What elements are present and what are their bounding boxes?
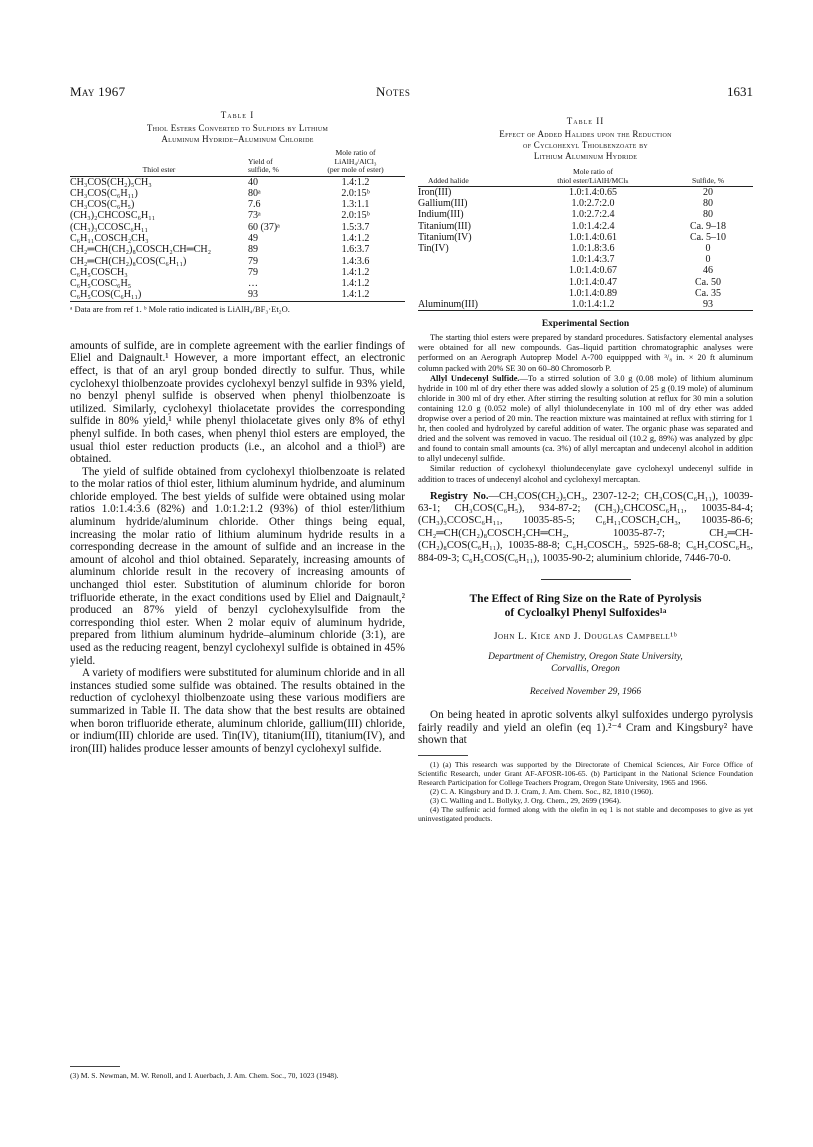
table2-row xyxy=(418,288,753,299)
article-footnote-4: (4) The sulfenic acid formed along with the olefin in eq 1 is not stable and decomposes to give as yet uninvestigated products. xyxy=(418,804,753,823)
table2-cell-halide: Titanium(III) xyxy=(418,220,471,232)
table2-cell-ratio: 1.0:1.4:0.61 xyxy=(568,231,618,243)
table2-cell-halide: Gallium(III) xyxy=(418,198,468,210)
table2-title-line1: Effect of Added Halides upon the Reduction xyxy=(499,129,672,139)
table2-cell-ratio: 1.0:2.7:2.0 xyxy=(571,198,615,210)
table2-header-sulfide: Sulfide, % xyxy=(691,175,725,185)
affiliation-line2: Corvallis, Oregon xyxy=(551,663,620,674)
table2-row xyxy=(418,265,753,276)
table1-cell-ester: C₆H₅COS(C₆H₁₁) xyxy=(70,289,142,301)
table1-cell-yield: 60 (37)ᵃ xyxy=(248,221,280,233)
table2-cell-halide: Aluminum(III) xyxy=(418,299,478,311)
registry-numbers: Registry No.—CH₃COS(CH₂)₅CH₃, 2307-12-2; CH₃COS(C₆H₁₁), 10039-63-1; CH₃COS(C₆H₅), 934-87-2; (CH₃)₂CHCOSC₆H₁₁, 10035-84-4; (CH₃)₃CCOSC₆H₁₁, 10035-85-5; C₆H₁₁COSCH₂CH₃, 10035-86-6; CH₂═CH(CH₂)₈COSCH₂CH═CH₂, 10035-87-7; CH₂═CH-(CH₂)₈COS(C₆H₁₁), 10035-88-8; C₆H₅COSCH₃, 5925-68-8; C₆H₅COSC₆H₅, 884-09-3; C₆H₅COS(C₆H₁₁), 10035-90-2; aluminium chloride, 7446-70-0. xyxy=(418,490,753,564)
footnote-rule xyxy=(70,1066,120,1067)
table2-row xyxy=(418,221,753,232)
article-authors: John L. Kice and J. Douglas Campbell¹ᵇ xyxy=(493,632,678,643)
table2-cell-halide xyxy=(418,288,523,299)
table1-cell-ratio: 1.4:1.2 xyxy=(341,289,370,301)
table1-footnote: ᵃ Data are from ref 1. ᵇ Mole ratio indicated is LiAlH₄/BF₃·Et₂O. xyxy=(70,303,290,314)
table2-cell-halide xyxy=(418,265,523,276)
table2-cell-sulfide: 20 xyxy=(703,187,713,198)
table2-cell-halide xyxy=(418,254,523,265)
table2-cell-sulfide: 0 xyxy=(705,254,711,266)
table2-row xyxy=(418,187,753,198)
table1-cell-ester: CH₂═CH(CH₂)₈COS(C₆H₁₁) xyxy=(70,255,187,267)
table1-cell-ester: CH₃COS(C₆H₁₁) xyxy=(70,187,138,199)
table1-cell-ester: CH₃COS(C₆H₅) xyxy=(70,199,135,211)
table1 xyxy=(70,149,405,302)
table2-header-ratio: Mole ratio of thiol ester/LiAlH/MClₙ xyxy=(557,167,629,185)
experimental-heading: Experimental Section xyxy=(541,319,630,330)
table1-cell-yield: 80ᵃ xyxy=(248,187,261,199)
header-date: May 1967 xyxy=(70,84,126,99)
table2-cell-ratio: 1.0:1.8:3.6 xyxy=(571,243,615,255)
table2-cell-sulfide: Ca. 5–10 xyxy=(689,231,727,243)
table1-row xyxy=(70,233,405,244)
table2-cell-halide xyxy=(418,277,523,288)
table1-cell-ratio: 1.4:1.2 xyxy=(341,232,370,244)
table2-title-line3: Lithium Aluminum Hydride xyxy=(533,151,638,161)
table1-cell-yield: 49 xyxy=(248,232,258,244)
table1-cell-ester: C₆H₅COSCH₃ xyxy=(70,266,128,278)
table1-cell-ratio: 1.4:3.6 xyxy=(341,255,370,267)
table1-cell-ratio: 2.0:15ᵇ xyxy=(341,210,370,222)
table1-row xyxy=(70,244,405,255)
table2 xyxy=(418,168,753,311)
right-column xyxy=(418,110,753,823)
table1-row xyxy=(70,188,405,199)
table1-cell-yield: 89 xyxy=(248,244,258,256)
body-paragraph-2: The yield of sulfide obtained from cyclohexyl thiolbenzoate is related to the molar ratios of thiol ester, lithium aluminum hydride, and aluminum chloride employed. The best yields of sulfide were obtained using molar ratios 1.0:1.4:3.6 (82%) and 1.0:1.2:1.2 (93%) of thiol ester/lithium aluminum hydride/aluminum chloride. Other things being equal, increasing the molar ratio of lithium aluminum hydride results in a corresponding decrease in the amount of sulfide and an increase in the amount of alcohol and thiol obtained. Separately, increasing amounts of aluminum chloride result in the recovery of increasing amounts of unchanged thiol ester. Substitution of aluminum chloride for boron trifluoride etherate, in the exact conditions used by Eliel and Daignault,² produced an 87% yield of benzyl cyclohexylsulfide from the corresponding thiol ester. When 2 molar equiv of aluminum hydride, prepared from lithium aluminum hydride–aluminum chloride (3:1), are used as the reducing reagent, benzyl cyclohexyl sulfide is obtained in 45% yield. xyxy=(70,465,405,667)
table1-row xyxy=(70,222,405,233)
table2-cell-sulfide: Ca. 35 xyxy=(694,287,722,299)
header-section: Notes xyxy=(376,84,411,99)
table2-row xyxy=(418,232,753,243)
table2-caption xyxy=(418,116,753,162)
table1-label: Table I xyxy=(220,110,255,120)
table1-cell-ester: CH₂═CH(CH₂)₈COSCH₂CH═CH₂ xyxy=(70,244,212,256)
table1-cell-yield: 79 xyxy=(248,255,258,267)
table1-cell-ester: CH₃COS(CH₂)₅CH₃ xyxy=(70,176,152,188)
table2-row xyxy=(418,277,753,288)
affiliation-line1: Department of Chemistry, Oregon State University, xyxy=(488,652,683,663)
body-paragraph-3: A variety of modifiers were substituted for aluminum chloride and in all instances studied some sulfide was obtained. The results obtained in the reduction of cyclohexyl thiolbenzoate using these various modifiers are summarized in Table II. The data show that the best results are obtained when boron trifluoride etherate, aluminum chloride, gallium(III) chloride, or indium(III) chloride are used. Tin(IV), titanium(III), titanium(IV), and iron(III) halides produce lesser amounts of benzyl cyclohexyl sulfide. xyxy=(70,667,405,755)
table1-row xyxy=(70,199,405,210)
table2-cell-halide: Titanium(IV) xyxy=(418,231,472,243)
table2-cell-ratio: 1.0:1.4:0.89 xyxy=(568,287,618,299)
table2-cell-sulfide: 80 xyxy=(703,209,713,221)
table2-title-line2: of Cyclohexyl Thiolbenzoate by xyxy=(522,140,649,150)
table2-cell-ratio: 1.0:1.4:3.7 xyxy=(571,254,615,266)
table2-cell-sulfide: 46 xyxy=(703,265,713,277)
article-footnote-rule xyxy=(418,755,468,756)
table1-cell-ratio: 1.5:3.7 xyxy=(341,221,370,233)
table1-cell-ester: C₆H₅COSC₆H₅ xyxy=(70,278,132,290)
experimental-paragraph-1: The starting thiol esters were prepared by standard procedures. Satisfactory elemental analyses were obtained for all new compounds. Gas–liquid partition chromatographic analyses were performed on an Aerograph Autoprep Model A-700 equippped with ³/₈ in. × 20 ft aluminum column packed with 20% SE 30 on 60–80 Chromosorb P. xyxy=(418,333,753,373)
table1-cell-yield: 93 xyxy=(248,289,258,301)
article-paragraph-1: On being heated in aprotic solvents alkyl sulfoxides undergo pyrolysis fairly readily and yield an olefin (eq 1).²⁻⁴ Cram and Kingsbury² have shown that xyxy=(418,709,753,747)
table2-cell-ratio: 1.0:1.4:0.65 xyxy=(568,187,618,198)
article-divider xyxy=(541,579,631,580)
article-title-line1: The Effect of Ring Size on the Rate of Pyrolysis xyxy=(469,593,702,606)
table1-cell-yield: 7.6 xyxy=(248,199,261,211)
table2-cell-ratio: 1.0:1.4:0.67 xyxy=(568,265,618,277)
table2-row xyxy=(418,254,753,265)
table1-cell-ratio: 1.3:1.1 xyxy=(341,199,370,211)
left-column xyxy=(70,110,405,755)
running-header xyxy=(70,84,753,98)
table1-row xyxy=(70,177,405,188)
table1-row xyxy=(70,210,405,221)
table1-header-ratio: Mole ratio of LiAlH₄/AlCl₃ (per mole of ester) xyxy=(327,148,384,174)
body-paragraph-1: amounts of sulfide, are in complete agreement with the earlier findings of Eliel and Daignault.¹ However, a more important effect, an electronic effect, is that of an aryl group bonded directly to sulfur. Thus, while cyclohexyl thiolbenzoate provides cyclohexyl benzyl sulfide in 93% yield, no benzyl phenyl sulfide is observed when phenyl thiolbenzoate is utilized. Similarly, cyclohexyl thiolacetate provides the corresponding sulfide in 80% yield,¹ while phenyl thiolacetate gives only 8% of ethyl phenyl sulfide. In both cases, when phenyl thiol esters are employed, the usual thiol ester reduction products (i.e., an alcohol and a thiol³) are obtained. xyxy=(70,339,405,466)
table1-title-line2: Aluminum Hydride–Aluminum Chloride xyxy=(161,134,314,144)
received-date: Received November 29, 1966 xyxy=(529,687,642,698)
table2-cell-ratio: 1.0:1.4:0.47 xyxy=(568,276,618,288)
table1-cell-ratio: 1.6:3.7 xyxy=(341,244,370,256)
allyl-sulfide-heading: Allyl Undecenyl Sulfide. xyxy=(430,373,520,383)
table1-caption xyxy=(70,110,405,145)
table2-row xyxy=(418,198,753,209)
table1-cell-yield: 73ᵃ xyxy=(248,210,261,222)
table2-row xyxy=(418,209,753,220)
table1-title-line1: Thiol Esters Converted to Sulfides by Lithium xyxy=(146,123,329,133)
table1-cell-ratio: 2.0:15ᵇ xyxy=(341,187,370,199)
article-footnote-2: (2) C. A. Kingsbury and D. J. Cram, J. Am. Chem. Soc., 82, 1810 (1960). xyxy=(430,786,654,796)
table2-cell-halide: Iron(III) xyxy=(418,187,452,198)
table2-header-halide: Added halide xyxy=(428,175,469,185)
table1-cell-ratio: 1.4:1.2 xyxy=(341,176,370,188)
table1-cell-ratio: 1.4:1.2 xyxy=(341,278,370,290)
table2-cell-ratio: 1.0:1.4:2.4 xyxy=(571,220,615,232)
table1-header-ester: Thiol ester xyxy=(142,165,176,174)
table1-cell-ester: C₆H₁₁COSCH₂CH₃ xyxy=(70,232,149,244)
table2-cell-sulfide: Ca. 50 xyxy=(694,276,722,288)
table1-cell-ratio: 1.4:1.2 xyxy=(341,266,370,278)
left-footnotes xyxy=(70,1058,405,1080)
table1-cell-yield: 40 xyxy=(248,176,258,188)
table1-row xyxy=(70,256,405,267)
header-page-number: 1631 xyxy=(727,84,753,99)
table2-cell-halide: Indium(III) xyxy=(418,209,464,221)
article-title-line2: of Cycloalkyl Phenyl Sulfoxides¹ᵃ xyxy=(504,607,667,620)
table1-row xyxy=(70,267,405,278)
table1-cell-ester: (CH₃)₃CCOSC₆H₁₁ xyxy=(70,221,148,233)
table2-cell-halide: Tin(IV) xyxy=(418,243,449,255)
experimental-paragraph-3: Similar reduction of cyclohexyl thiolundecenylate gave cyclohexyl undecenyl sulfide in addition to traces of undecenyl alcohol and cyclohexyl mercaptan. xyxy=(418,464,753,484)
table2-cell-ratio: 1.0:1.4:1.2 xyxy=(571,299,615,311)
table1-cell-yield: 79 xyxy=(248,266,258,278)
table1-cell-ester: (CH₃)₂CHCOSC₆H₁₁ xyxy=(70,210,156,222)
article-footnote-3: (3) C. Walling and L. Bollyky, J. Org. Chem., 29, 2699 (1964). xyxy=(430,795,621,805)
table2-cell-sulfide: 93 xyxy=(703,299,713,311)
article-footnote-1: (1) (a) This research was supported by the Directorate of Chemical Sciences, Air Force Office of Scientific Research, under Grant AF-AFOSR-106-65. (b) Participant in the National Science Foundation Research Participation for College Teachers Program, Oregon State University, 1965 and 1966. xyxy=(418,759,753,787)
table2-row xyxy=(418,299,753,311)
table1-cell-yield: … xyxy=(248,278,258,290)
table2-label: Table II xyxy=(566,116,605,126)
table1-row xyxy=(70,278,405,289)
footnote-3-newman: (3) M. S. Newman, M. W. Renoll, and I. Auerbach, J. Am. Chem. Soc., 70, 1023 (1948). xyxy=(70,1071,339,1080)
table2-cell-sulfide: Ca. 9–18 xyxy=(689,220,727,232)
table1-header-yield: Yield of sulfide, % xyxy=(248,156,279,174)
registry-heading: Registry No. xyxy=(430,490,489,502)
experimental-paragraph-2: Allyl Undecenyl Sulfide.—To a stirred solution of 3.0 g (0.08 mole) of lithium aluminum hydride in 100 ml of dry ether there was added slowly a solution of 25 g (0.19 mole) of aluminum chloride in 300 ml of dry ether. After stirring the resulting solution at reflux for 30 min a solution containing 12.0 g (0.052 mole) of allyl thiolundecenylate in 100 ml of dry ether was added dropwise over a period of 20 min. The reaction mixture was maintained at reflux with stirring for 1 hr, then cooled and hydrolyzed by careful addition of water. The organic phase was separated and dried and the solvent was removed in vacuo. The residual oil (10.2 g, 89%) was analyzed by glpc and found to contain small amounts (ca. 3%) of allyl mercaptan and undecenyl alcohol in addition to allyl undecenyl sulfide. xyxy=(418,373,753,464)
table2-cell-sulfide: 80 xyxy=(703,198,713,210)
table2-row xyxy=(418,243,753,254)
table2-cell-ratio: 1.0:2.7:2.4 xyxy=(571,209,615,221)
table2-cell-sulfide: 0 xyxy=(705,243,711,255)
table1-row xyxy=(70,289,405,301)
